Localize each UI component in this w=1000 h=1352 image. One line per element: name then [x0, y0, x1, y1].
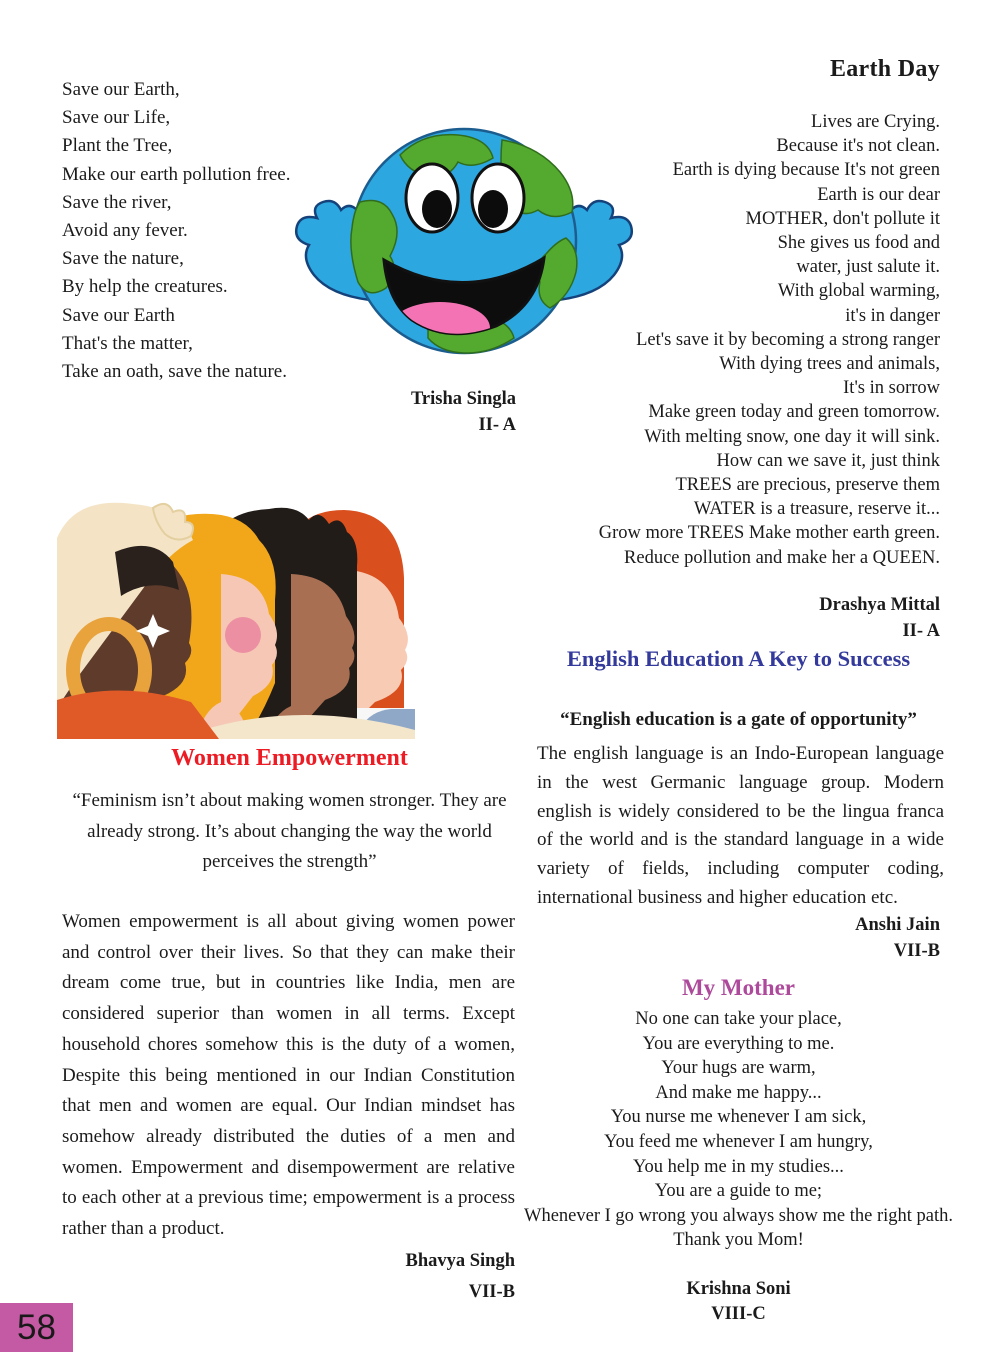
earth-day-poem — [520, 110, 940, 570]
poem-line: Save our Earth — [62, 304, 175, 326]
poem-line: Make our earth pollution free. — [62, 163, 291, 185]
poem-line: WATER is a treasure, reserve it... — [693, 499, 940, 520]
poem-line: Save the nature, — [62, 248, 184, 270]
page-number: 58 — [17, 1307, 56, 1347]
women-illustration — [57, 478, 415, 739]
poem-line: That's the matter, — [62, 332, 193, 354]
poem-line: Grow more TREES Make mother earth green. — [598, 523, 940, 544]
author-class: II- A — [478, 415, 516, 435]
poem-line: Plant the Tree, — [62, 135, 173, 157]
author-class: VIII-C — [711, 1304, 766, 1324]
women-empowerment-quote: “Feminism isn’t about making women stronger. They are already strong. It’s about changing the way the world perceives the strength” — [72, 790, 507, 873]
author-name: Drashya Mittal — [819, 595, 940, 615]
poem-line: With global warming, — [777, 281, 940, 302]
women-empowerment-body: Women empowerment is all about giving women power and control over their lives. So that they can make their dream come true, but in countries like India, men are considered superior than women in all terms. Except household chores somehow this is the duty of a women, Despite this being mentioned in our Indian Constitution that men and women are equal. Our Indian mindset has somehow already distributed the duties of a men and women. Empowerment and disempowerment are relative to each other at a previous time; empowerment is a process rather than a product. — [62, 911, 515, 1240]
poem-line: Because it's not clean. — [776, 136, 940, 157]
author-class: II- A — [902, 621, 940, 641]
poem-line: No one can take your place, — [635, 1009, 842, 1029]
save-earth-author-block — [350, 386, 516, 438]
poem-line: You help me in my studies... — [633, 1156, 844, 1177]
poem-line: Earth is dying because It's not green — [672, 160, 940, 181]
poem-line: TREES are precious, preserve them — [675, 475, 940, 496]
poem-line: She gives us food and — [777, 233, 940, 254]
poem-line: And make me happy... — [655, 1082, 822, 1103]
english-education-body: The english language is an Indo-European language in the west Germanic language group. Modern english is widely considered to be the lingua franca of the world and is the standard language in a wide variety of fields, including computer coding, international business and higher education etc. — [537, 743, 944, 908]
page-number-badge — [0, 1303, 73, 1352]
poem-line: Thank you Mom! — [673, 1230, 804, 1251]
poem-line: Your hugs are warm, — [661, 1058, 816, 1079]
author-name: Krishna Soni — [686, 1279, 791, 1299]
earth-day-author-block — [740, 592, 940, 644]
poem-line: Let's save it by becoming a strong ranger — [636, 329, 940, 350]
poem-line: Reduce pollution and make her a QUEEN. — [624, 547, 940, 568]
poem-line: Take an oath, save the nature. — [62, 361, 287, 383]
poem-line: Save our Earth, — [62, 79, 180, 100]
poem-line: By help the creatures. — [62, 276, 228, 298]
author-class: VII-B — [468, 1282, 515, 1302]
poem-line: You feed me whenever I am hungry, — [604, 1131, 873, 1152]
author-name: Trisha Singla — [410, 389, 516, 409]
poem-line: With melting snow, one day it will sink. — [644, 426, 940, 447]
poem-line: You nurse me whenever I am sick, — [610, 1107, 867, 1128]
author-name: Bhavya Singh — [405, 1251, 515, 1271]
poem-line: Save our Life, — [62, 107, 171, 129]
poem-line: Save the river, — [62, 191, 172, 213]
author-name: Anshi Jain — [855, 915, 940, 935]
english-education-author-block — [740, 912, 940, 964]
poem-line: With dying trees and animals, — [719, 354, 940, 375]
poem-line: MOTHER, don't pollute it — [745, 208, 940, 229]
english-education-quote: “English education is a gate of opportunity” — [560, 709, 917, 730]
poem-line: How can we save it, just think — [716, 450, 940, 471]
four-women-profiles-icon — [57, 478, 415, 739]
poem-line: You are a guide to me; — [654, 1181, 823, 1202]
poem-line: Avoid any fever. — [62, 220, 188, 242]
my-mother-author-block — [517, 1277, 960, 1327]
poem-line: Make green today and green tomorrow. — [648, 402, 940, 423]
my-mother-poem — [517, 1007, 960, 1253]
my-mother-title: My Mother — [681, 975, 796, 1000]
poem-line: it's in danger — [845, 305, 940, 326]
women-empowerment-author-block — [300, 1246, 515, 1308]
poem-line: You are everything to me. — [642, 1033, 835, 1054]
english-education-title: English Education A Key to Success — [566, 646, 911, 671]
save-earth-poem — [62, 76, 290, 386]
poem-line: Lives are Crying. — [811, 112, 940, 132]
poem-line: Earth is our dear — [817, 184, 940, 205]
poem-line: water, just salute it. — [796, 257, 940, 278]
earth-day-title: Earth Day — [829, 56, 940, 82]
women-empowerment-title: Women Empowerment — [171, 745, 408, 771]
author-class: VII-B — [893, 941, 940, 961]
poem-line: It's in sorrow — [843, 378, 940, 399]
poem-line: Whenever I go wrong you always show me the right path. — [524, 1205, 953, 1226]
